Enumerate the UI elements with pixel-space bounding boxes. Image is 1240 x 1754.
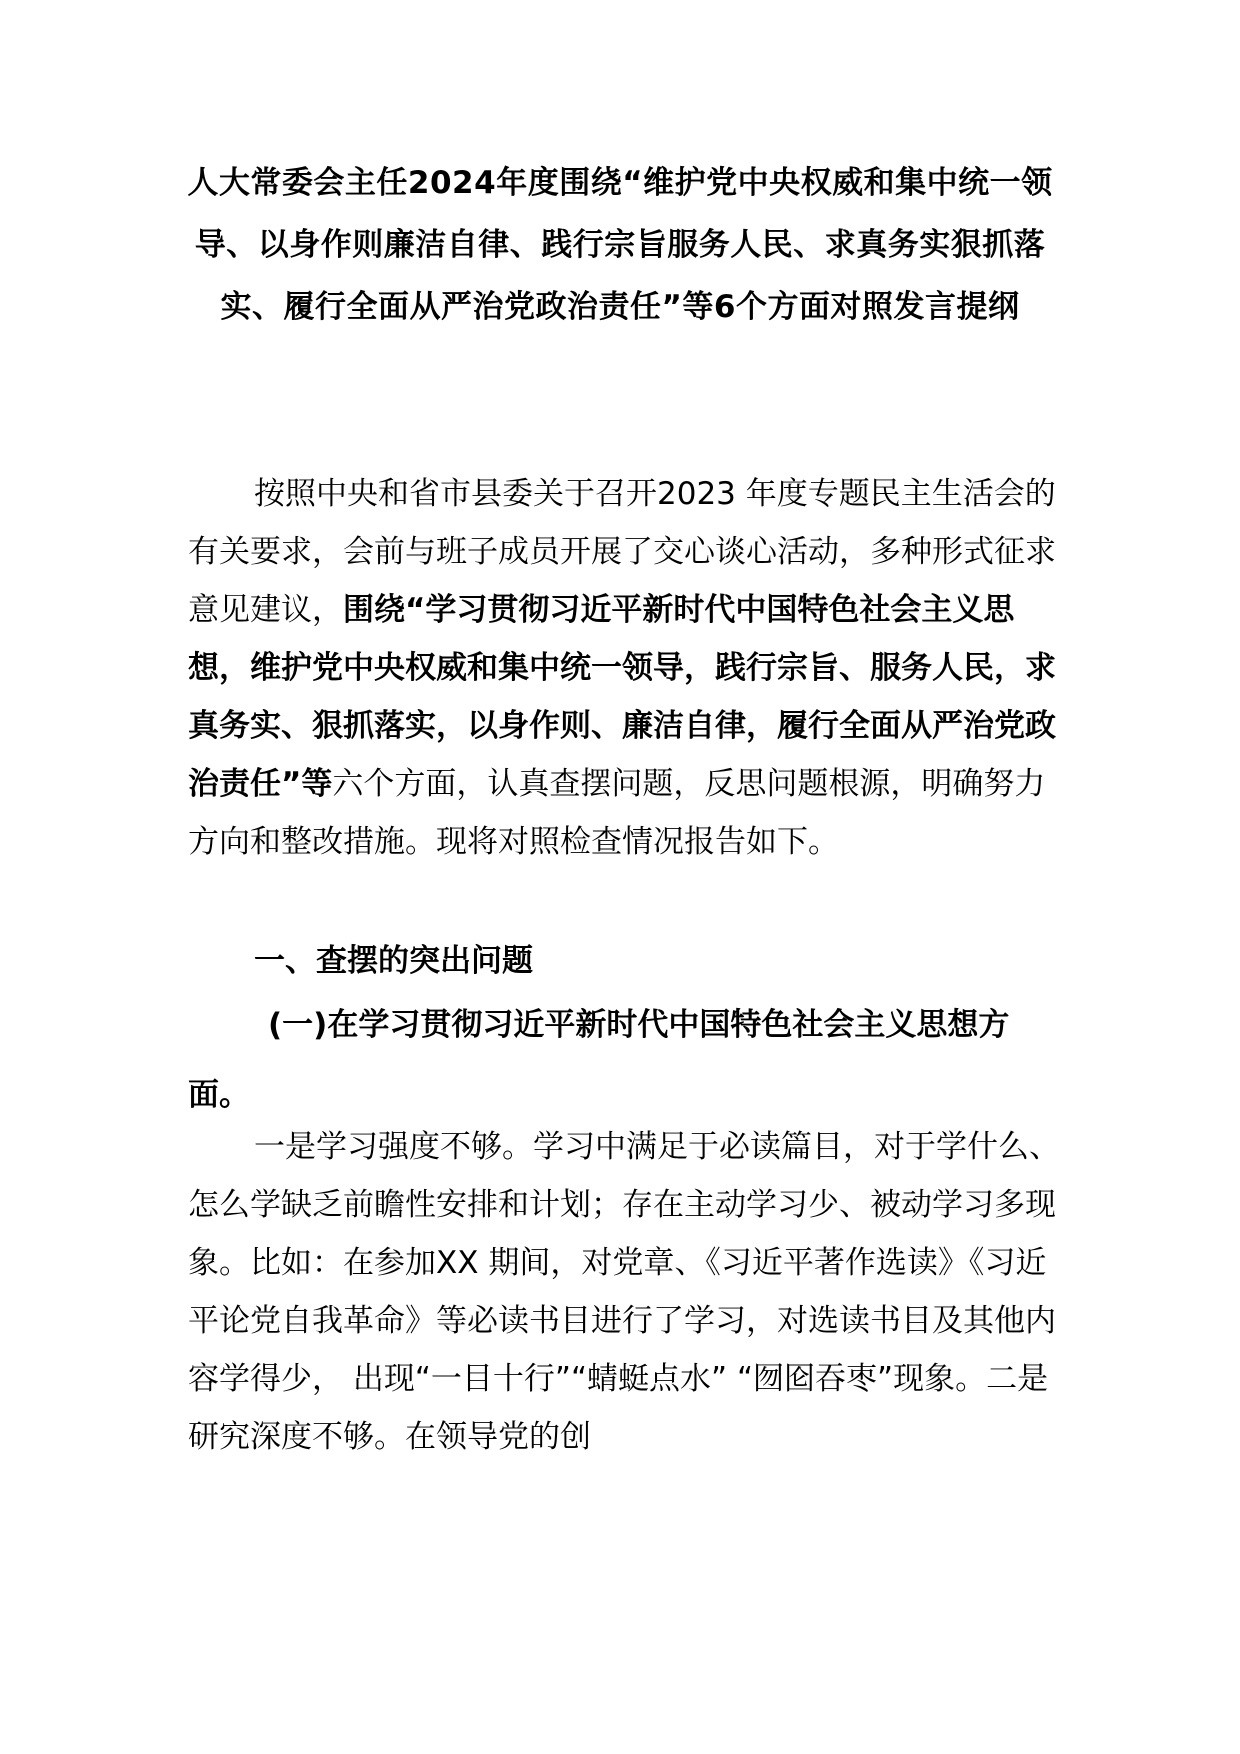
subsection-heading-1: (一)在学习贯彻习近平新时代中国特色社会主义思想方面。	[188, 1007, 1010, 1113]
document-title: 人大常委会主任2024年度围绕“维护党中央权威和集中统一领导、以身作则廉洁自律、践行宗旨服务人民、求真务实狠抓落实、履行全面从严治党政治责任”等6个方面对照发言提纲	[187, 165, 1053, 325]
section-heading-1: 一、查摆的突出问题	[254, 943, 533, 979]
intro-paragraph	[188, 465, 1062, 871]
intro-text-start: 按照中央和省市县委关于召开2023 年度专题民主生活会的有关要求，会前与班子成员开展了交心谈心活动，多种形式征求意见建议，	[188, 476, 1056, 628]
section1-paragraph: 一是学习强度不够。学习中满足于必读篇目，对于学什么、怎么学缺乏前瞻性安排和计划；存在主动学习少、被动学习多现象。比如：在参加XX 期间，对党章、《习近平著作选读》《习近平论党自我革命》等必读书目进行了学习，对选读书目及其他内容学得少， 出现“一目十行”“蜻蜓点水” “囫囵吞枣”现象。二是研究深度不够。在领导党的创	[188, 1129, 1060, 1455]
intro-text-end: 六个方面，认真查摆问题，反思问题根源，明确努力方向和整改措施。现将对照检查情况报告如下。	[188, 766, 1046, 860]
intro-text-bold: 围绕“学习贯彻习近平新时代中国特色社会主义思想，维护党中央权威和集中统一领导，践行宗旨、服务人民，求真务实、狠抓落实，以身作则、廉洁自律，履行全面从严治党政治责任”等	[188, 592, 1056, 802]
